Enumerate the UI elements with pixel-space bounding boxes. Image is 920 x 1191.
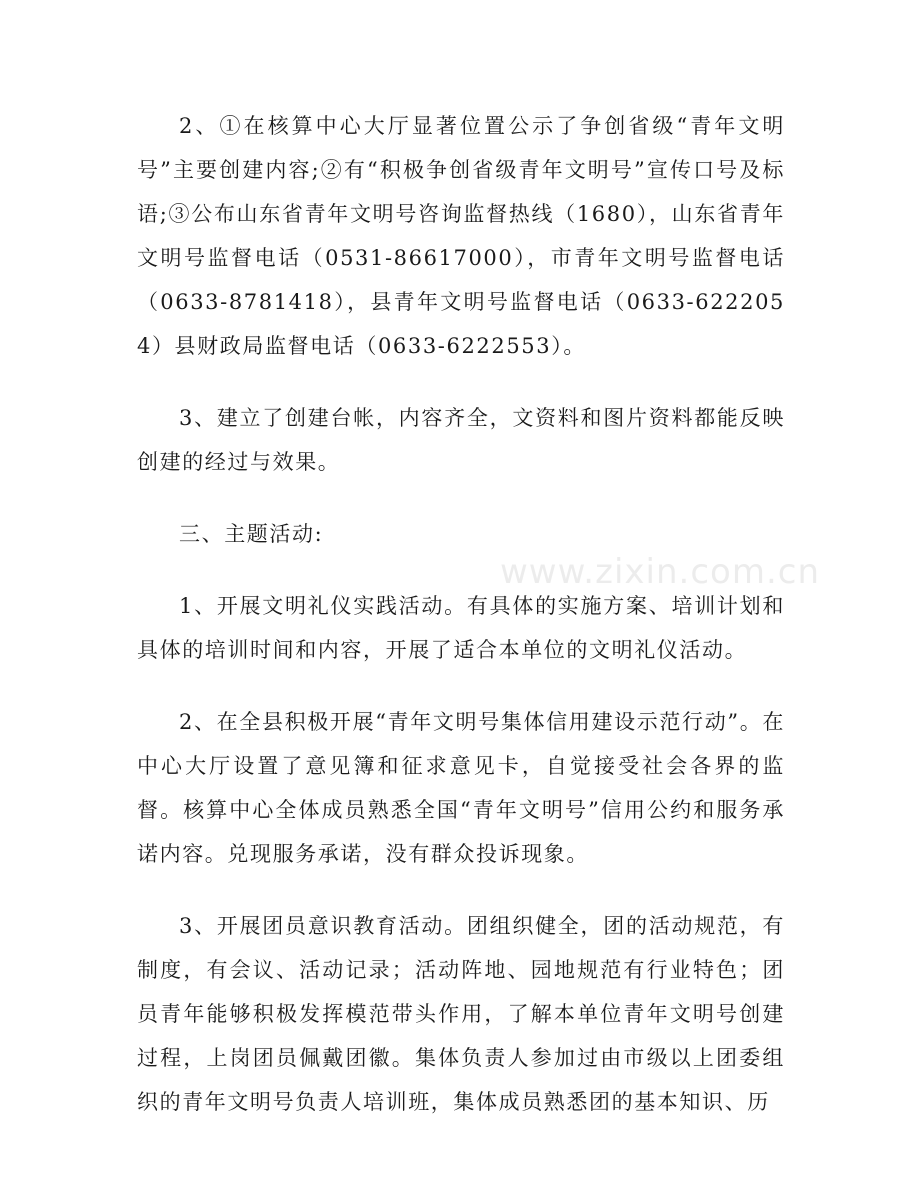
paragraph-activity-credit: 2、在全县积极开展“青年文明号集体信用建设示范行动”。在中心大厅设置了意见簿和征求意见卡，自觉接受社会各界的监督。核算中心全体成员熟悉全国“青年文明号”信用公约和服务承诺内容。兑现服务承诺，没有群众投诉现象。 bbox=[137, 710, 785, 866]
section-heading: 三、主题活动: bbox=[179, 522, 324, 546]
document-body bbox=[137, 104, 785, 1152]
paragraph-activity-league: 3、开展团员意识教育活动。团组织健全，团的活动规范，有制度，有会议、活动记录；活动阵地、园地规范有行业特色；团员青年能够积极发挥模范带头作用，了解本单位青年文明号创建过程，上岗团员佩戴团徽。集体负责人参加过由市级以上团委组织的青年文明号负责人培训班，集体成员熟悉团的基本知识、历 bbox=[137, 914, 785, 1114]
watermark: www.zixin.com.cn bbox=[500, 552, 820, 592]
paragraph-ledger: 3、建立了创建台帐，内容齐全，文资料和图片资料都能反映创建的经过与效果。 bbox=[137, 406, 785, 474]
paragraph-activity-etiquette: 1、开展文明礼仪实践活动。有具体的实施方案、培训计划和具体的培训时间和内容，开展了适合本单位的文明礼仪活动。 bbox=[137, 594, 785, 662]
paragraph-publicity: 2、①在核算中心大厅显著位置公示了争创省级“青年文明号”主要创建内容;②有“积极争创省级青年文明号”宣传口号及标语;③公布山东省青年文明号咨询监督热线（1680），山东省青年文明号监督电话（0531-86617000），市青年文明号监督电话（0633-8781418），县青年文明号监督电话（0633-6222054）县财政局监督电话（0633-6222553）。 bbox=[137, 114, 785, 358]
